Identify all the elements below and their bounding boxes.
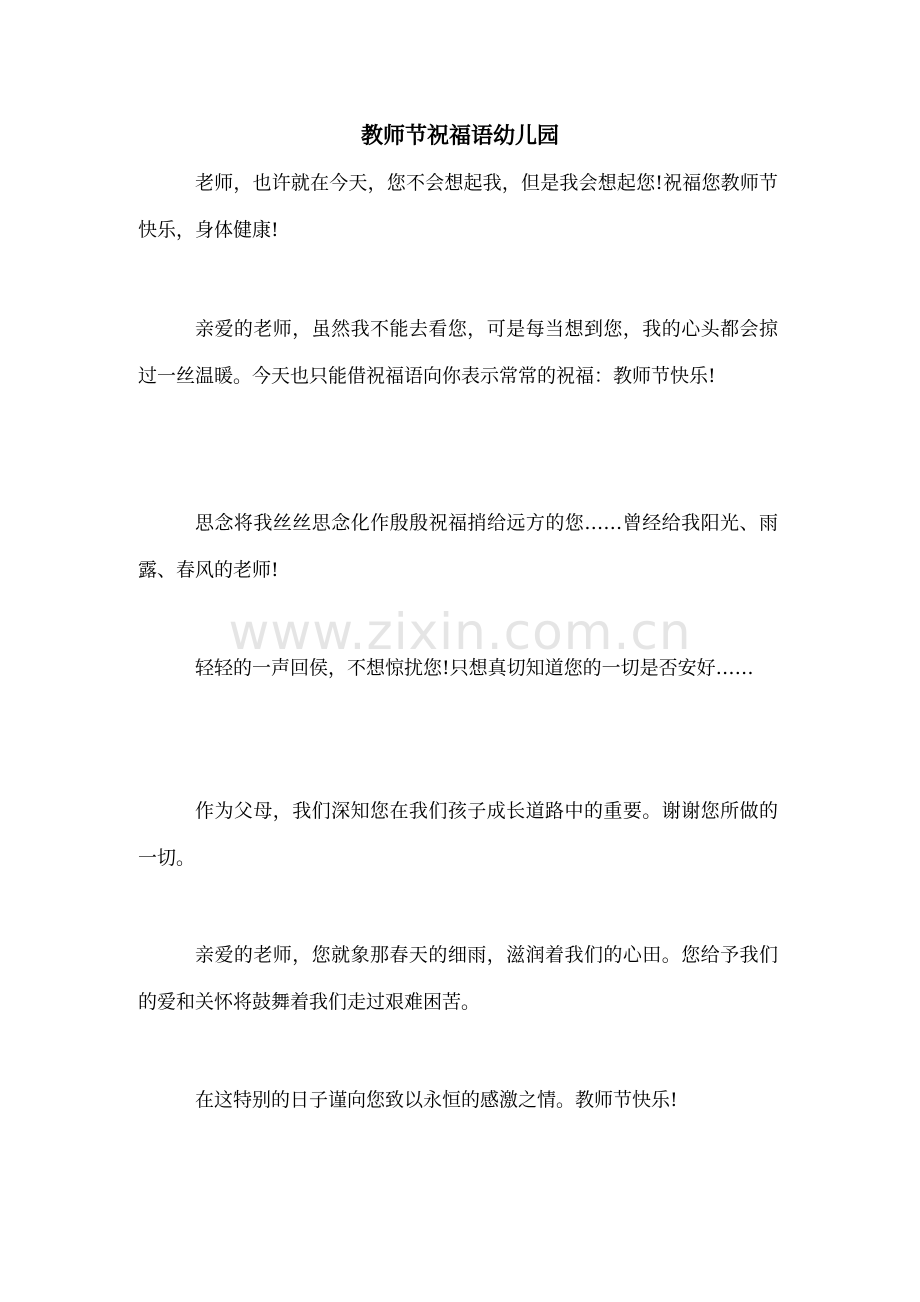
paragraph-5: 作为父母，我们深知您在我们孩子成长道路中的重要。谢谢您所做的一切。 (138, 800, 778, 869)
paragraph-1: 老师，也许就在今天，您不会想起我，但是我会想起您!祝福您教师节快乐，身体健康! (138, 172, 778, 241)
paragraph-6: 亲爱的老师，您就象那春天的细雨，滋润着我们的心田。您给予我们的爱和关怀将鼓舞着我们走过艰难困苦。 (138, 944, 778, 1013)
paragraph-3: 思念将我丝丝思念化作殷殷祝福捎给远方的您……曾经给我阳光、雨露、春风的老师! (138, 512, 778, 581)
paragraph-2: 亲爱的老师，虽然我不能去看您，可是每当想到您，我的心头都会掠过一丝温暖。今天也只能借祝福语向你表示常常的祝福：教师节快乐! (138, 318, 778, 387)
document-title: 教师节祝福语幼儿园 (360, 123, 559, 149)
paragraph-4: 轻轻的一声回侯，不想惊扰您!只想真切知道您的一切是否安好…… (195, 657, 754, 679)
paragraph-7: 在这特别的日子谨向您致以永恒的感激之情。教师节快乐! (195, 1089, 678, 1111)
watermark: www.zixin.com.cn (228, 603, 692, 661)
